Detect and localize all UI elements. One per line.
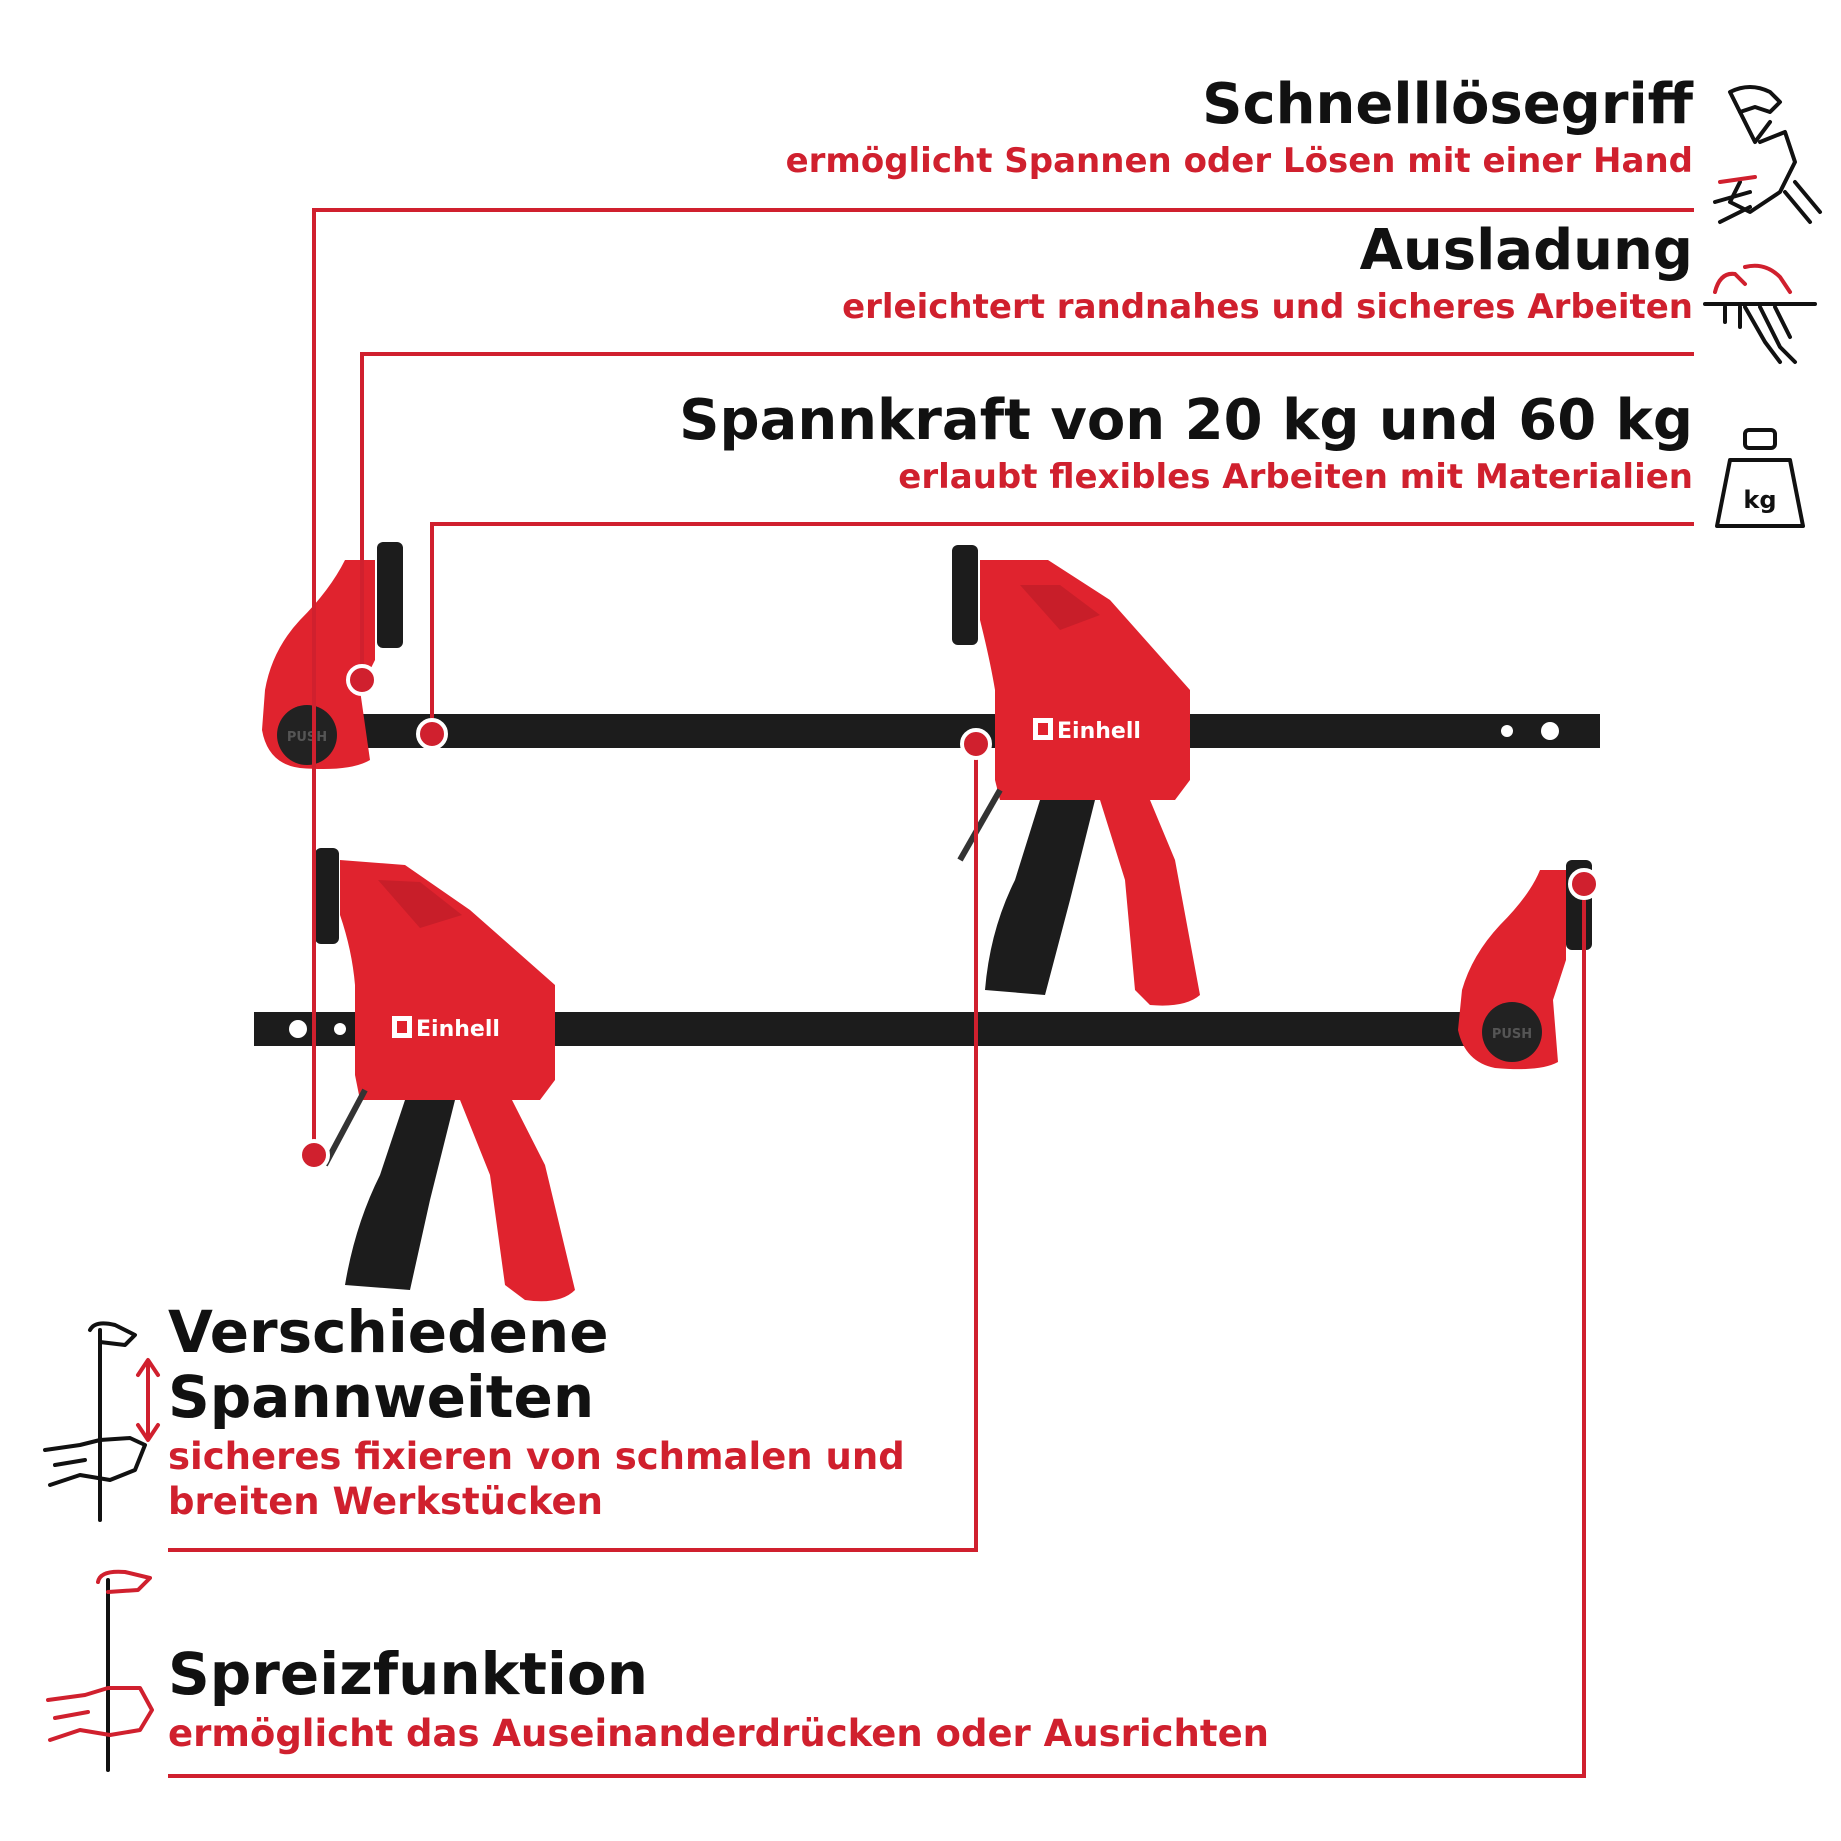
callout-dot-spreading — [1570, 870, 1598, 898]
upper-push-label: PUSH — [286, 730, 328, 745]
feature-title: Schnelllösegriff — [1202, 72, 1693, 137]
feature-title: Spreizfunktion — [168, 1640, 649, 1708]
callout-dot-quick-release — [300, 1141, 328, 1169]
feature-description-line: sicheres fixieren von schmalen und — [168, 1434, 905, 1478]
upper-clamp-bar — [300, 714, 1600, 748]
lower-bar-hole — [289, 1020, 307, 1038]
lower-clamp — [254, 848, 1592, 1301]
lower-brand-logo: Einhell — [416, 1017, 500, 1042]
callout-dot-throat-depth — [348, 666, 376, 694]
weight-kg-icon — [1717, 430, 1803, 526]
clamp-spread-icon — [48, 1572, 152, 1770]
feature-description: ermöglicht das Auseinanderdrücken oder Ausrichten — [168, 1711, 1270, 1755]
upper-brand-logo: Einhell — [1057, 719, 1141, 744]
lower-push-label: PUSH — [1491, 1027, 1533, 1042]
lower-sliding-body — [315, 848, 575, 1301]
feature-description: ermöglicht Spannen oder Lösen mit einer Hand — [785, 140, 1693, 181]
feature-description-line: breiten Werkstücken — [168, 1480, 603, 1524]
feature-quick-release — [786, 74, 1693, 182]
feature-spreading — [168, 1642, 1269, 1756]
upper-bar-hole — [1501, 725, 1513, 737]
feature-clamping-force — [679, 390, 1693, 498]
upper-sliding-body — [952, 545, 1200, 1006]
callout-dot-spans — [962, 730, 990, 758]
callout-dot-clamping-force — [418, 720, 446, 748]
feature-spans — [168, 1300, 905, 1524]
upper-bar-hole — [1541, 722, 1559, 740]
feature-description: erleichtert randnahes und sicheres Arbeiten — [842, 286, 1693, 327]
feature-title: Spannkraft von 20 kg und 60 kg — [679, 388, 1693, 453]
clamp-span-icon — [45, 1323, 158, 1520]
feature-description: erlaubt flexibles Arbeiten mit Materialien — [898, 456, 1693, 497]
feature-throat-depth — [842, 220, 1693, 328]
hand-squeeze-icon — [1715, 87, 1820, 222]
feature-title-line: Spannweiten — [168, 1362, 595, 1431]
feature-title: Ausladung — [1359, 218, 1693, 283]
hand-clamp-icon — [1705, 266, 1815, 362]
feature-title-line: Verschiedene — [168, 1298, 609, 1366]
lower-bar-hole — [334, 1023, 346, 1035]
weight-kg-label: kg — [1743, 486, 1777, 514]
